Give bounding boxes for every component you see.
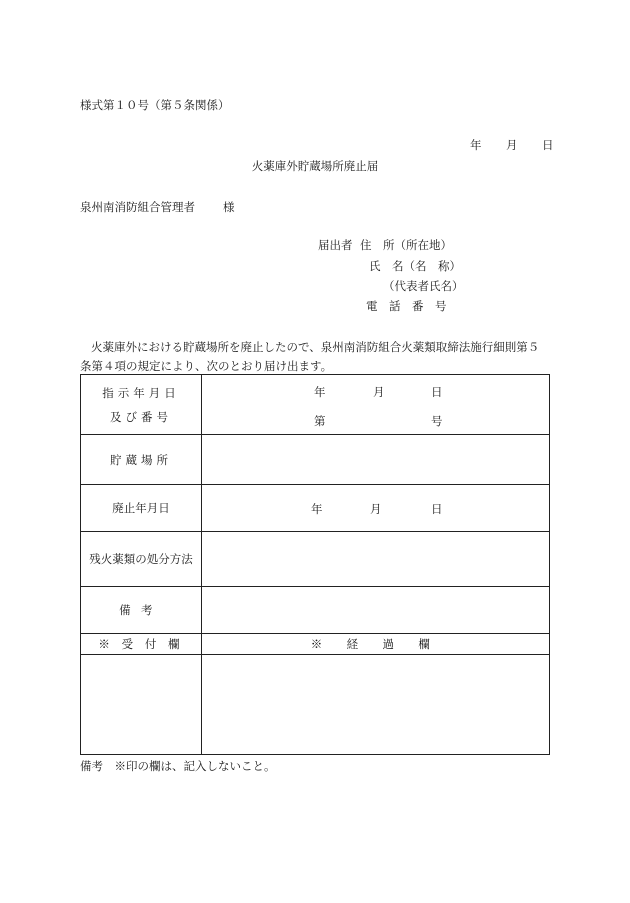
instruction-value-cell[interactable] xyxy=(202,375,550,435)
storage-value-cell[interactable] xyxy=(202,435,550,485)
progress-header: ※ 経 過 欄 xyxy=(310,637,441,651)
addressee-name: 泉州南消防組合管理者 xyxy=(80,200,195,214)
reception-header-cell xyxy=(81,634,202,655)
form-table xyxy=(80,374,550,755)
remarks-label: 備考 xyxy=(119,603,163,617)
reception-area-cell xyxy=(81,655,202,755)
applicant-representative-label: （代表者氏名） xyxy=(383,279,464,293)
progress-header-cell xyxy=(202,634,550,655)
form-number: 様式第１０号（第５条関係） xyxy=(80,98,230,112)
applicant-label: 届出者 xyxy=(318,238,353,252)
remarks-label-cell xyxy=(81,587,202,634)
table-row-storage xyxy=(81,435,550,485)
body-text xyxy=(80,338,550,376)
instruction-label-cell xyxy=(81,375,202,435)
abolition-label-cell xyxy=(81,485,202,532)
applicant-address-label: 住 所（所在地） xyxy=(360,238,452,252)
abolition-month-label: 月 xyxy=(370,502,382,516)
instruction-day-label: 日 xyxy=(431,385,443,399)
instruction-number-suffix: 号 xyxy=(431,414,443,428)
remarks-value-cell[interactable] xyxy=(202,587,550,634)
applicant-phone-label: 電 話 番 号 xyxy=(366,299,447,313)
addressee xyxy=(80,199,235,215)
table-row-official xyxy=(81,655,550,755)
reception-header: ※ 受 付 欄 xyxy=(98,637,184,651)
abolition-day-label: 日 xyxy=(431,502,443,516)
abolition-label: 廃止年月日 xyxy=(112,501,170,515)
disposal-label: 残火薬類の処分方法 xyxy=(89,552,193,566)
instruction-number-prefix: 第 xyxy=(314,414,326,428)
storage-label: 貯蔵場所 xyxy=(109,452,173,467)
footnote: 備考 ※印の欄は、記入しないこと。 xyxy=(80,759,276,773)
body-text-content: 火薬庫外における貯蔵場所を廃止したので、泉州南消防組合火薬類取締法施行細則第５条第４項の規定により、次のとおり届け出ます。 xyxy=(80,340,540,373)
instruction-month-label: 月 xyxy=(373,385,385,399)
abolition-year-label: 年 xyxy=(311,502,323,516)
table-row-remarks xyxy=(81,587,550,634)
table-row-disposal xyxy=(81,532,550,587)
disposal-value-cell[interactable] xyxy=(202,532,550,587)
table-row-abolition xyxy=(81,485,550,532)
instruction-label-line2: 及び番号 xyxy=(109,409,173,424)
applicant-name-label: 氏 名（名 称） xyxy=(369,259,461,273)
progress-area-cell xyxy=(202,655,550,755)
date-day-label: 日 xyxy=(542,138,554,152)
table-row-header xyxy=(81,634,550,655)
document-title: 火薬庫外貯蔵場所廃止届 xyxy=(251,159,379,173)
date-month-label: 月 xyxy=(506,138,518,152)
abolition-value-cell[interactable] xyxy=(202,485,550,532)
table-row-instruction xyxy=(81,375,550,435)
storage-label-cell xyxy=(81,435,202,485)
instruction-year-label: 年 xyxy=(314,385,326,399)
disposal-label-cell xyxy=(81,532,202,587)
addressee-honorific: 様 xyxy=(223,200,235,214)
instruction-label-line1: 指示年月日 xyxy=(102,385,180,400)
date-year-label: 年 xyxy=(470,138,482,152)
